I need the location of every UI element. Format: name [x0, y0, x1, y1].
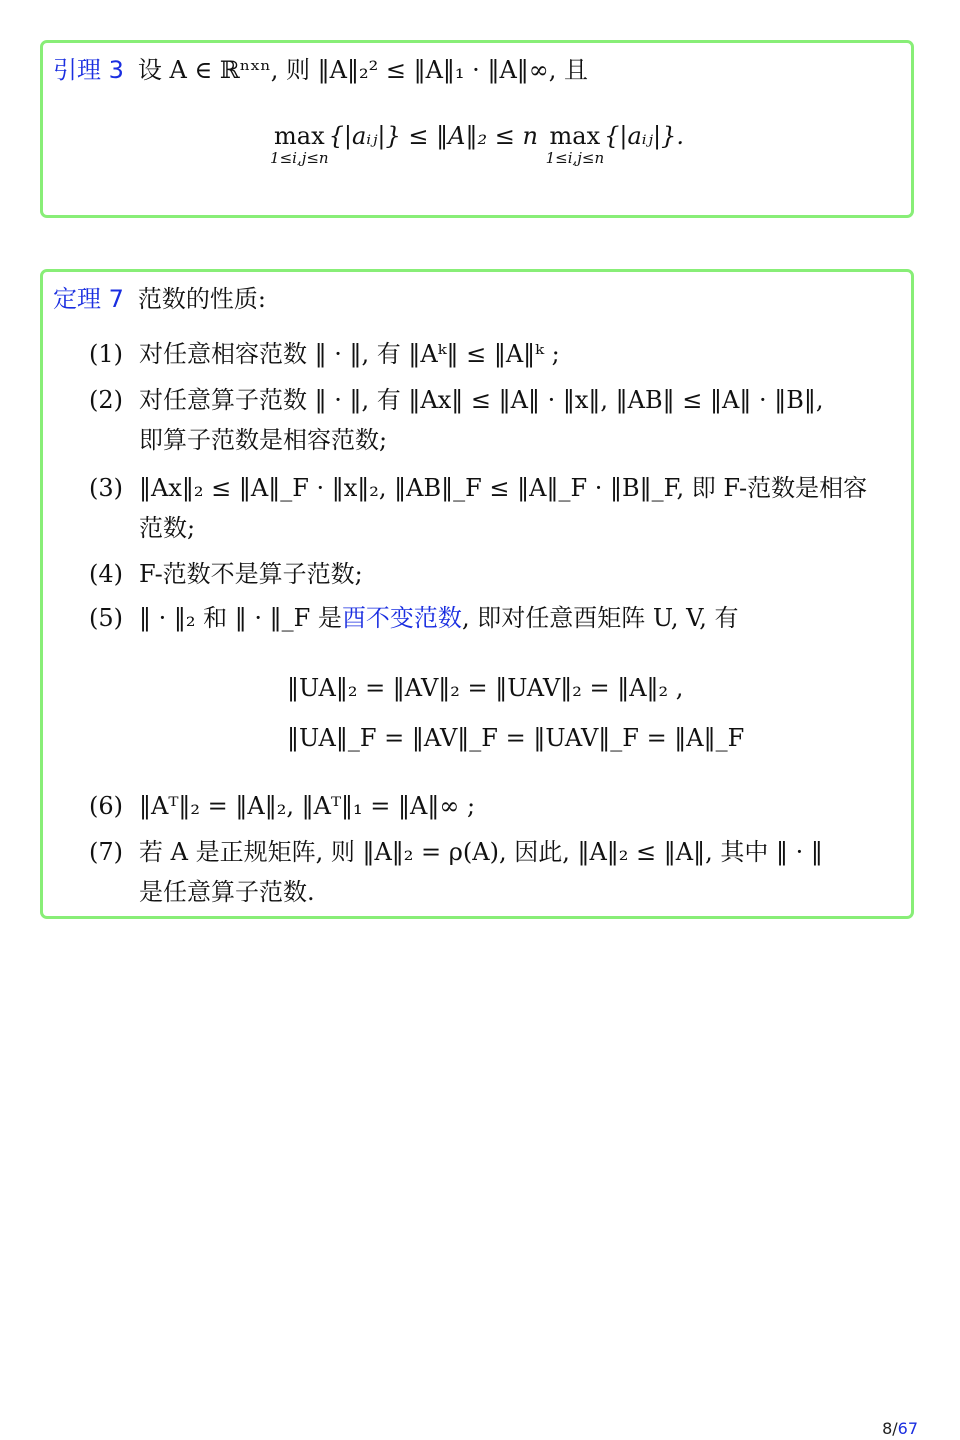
- item-text: 即算子范数是相容范数;: [139, 426, 388, 454]
- theorem-label: 定理 7: [53, 285, 124, 313]
- item-number: (6): [89, 792, 123, 820]
- item-number: (7): [89, 838, 123, 866]
- equation-line: ‖UA‖_F = ‖AV‖_F = ‖UAV‖_F = ‖A‖_F: [287, 724, 745, 752]
- unitary-invariant-norm-term: 酉不变范数: [341, 604, 462, 632]
- lemma-statement-line: [53, 55, 905, 85]
- theorem-box: [40, 269, 914, 919]
- equation-line: ‖UA‖₂ = ‖AV‖₂ = ‖UAV‖₂ = ‖A‖₂ ,: [287, 674, 684, 702]
- item-text: 范数;: [139, 514, 196, 542]
- item-text: 对任意算子范数 ‖ · ‖, 有 ‖Ax‖ ≤ ‖A‖ · ‖x‖, ‖AB‖ ≤ ‖A‖ · ‖B‖,: [139, 386, 824, 414]
- item-text: ‖Ax‖₂ ≤ ‖A‖_F · ‖x‖₂, ‖AB‖_F ≤ ‖A‖_F · ‖B‖_F, 即 F-范数是相容: [139, 474, 868, 502]
- lemma-box: [40, 40, 914, 218]
- max-operator: max 1≤i,j≤n: [270, 122, 329, 167]
- item-text: F-范数不是算子范数;: [139, 560, 363, 588]
- item-text: ‖ · ‖₂ 和 ‖ · ‖_F 是酉不变范数, 即对任意酉矩阵 U, V, 有: [139, 604, 739, 632]
- theorem-title: 范数的性质:: [137, 285, 266, 313]
- item-text: 若 A 是正规矩阵, 则 ‖A‖₂ = ρ(A), 因此, ‖A‖₂ ≤ ‖A‖, 其中 ‖ · ‖: [139, 838, 823, 866]
- lemma-display-formula: [43, 123, 911, 167]
- item-number: (4): [89, 560, 123, 588]
- lemma-label: 引理 3: [53, 56, 124, 84]
- display-end: {|aᵢⱼ|}.: [604, 122, 684, 150]
- item-number: (3): [89, 474, 123, 502]
- page-number: 8/67: [882, 1419, 918, 1438]
- item-text: 是任意算子范数.: [139, 878, 315, 906]
- item-number: (1): [89, 340, 123, 368]
- theorem-title-line: [53, 284, 905, 314]
- item-number: (2): [89, 386, 123, 414]
- item-text: 对任意相容范数 ‖ · ‖, 有 ‖Aᵏ‖ ≤ ‖A‖ᵏ ;: [139, 340, 560, 368]
- item-text: ‖Aᵀ‖₂ = ‖A‖₂, ‖Aᵀ‖₁ = ‖A‖∞ ;: [139, 792, 476, 820]
- max-operator: max 1≤i,j≤n: [545, 122, 605, 167]
- display-middle: {|aᵢⱼ|} ≤ ‖A‖₂ ≤ n: [328, 122, 538, 150]
- item-number: (5): [89, 604, 123, 632]
- total-pages-link[interactable]: 67: [897, 1419, 918, 1438]
- lemma-statement: 设 A ∈ ℝⁿˣⁿ, 则 ‖A‖₂² ≤ ‖A‖₁ · ‖A‖∞, 且: [137, 56, 589, 84]
